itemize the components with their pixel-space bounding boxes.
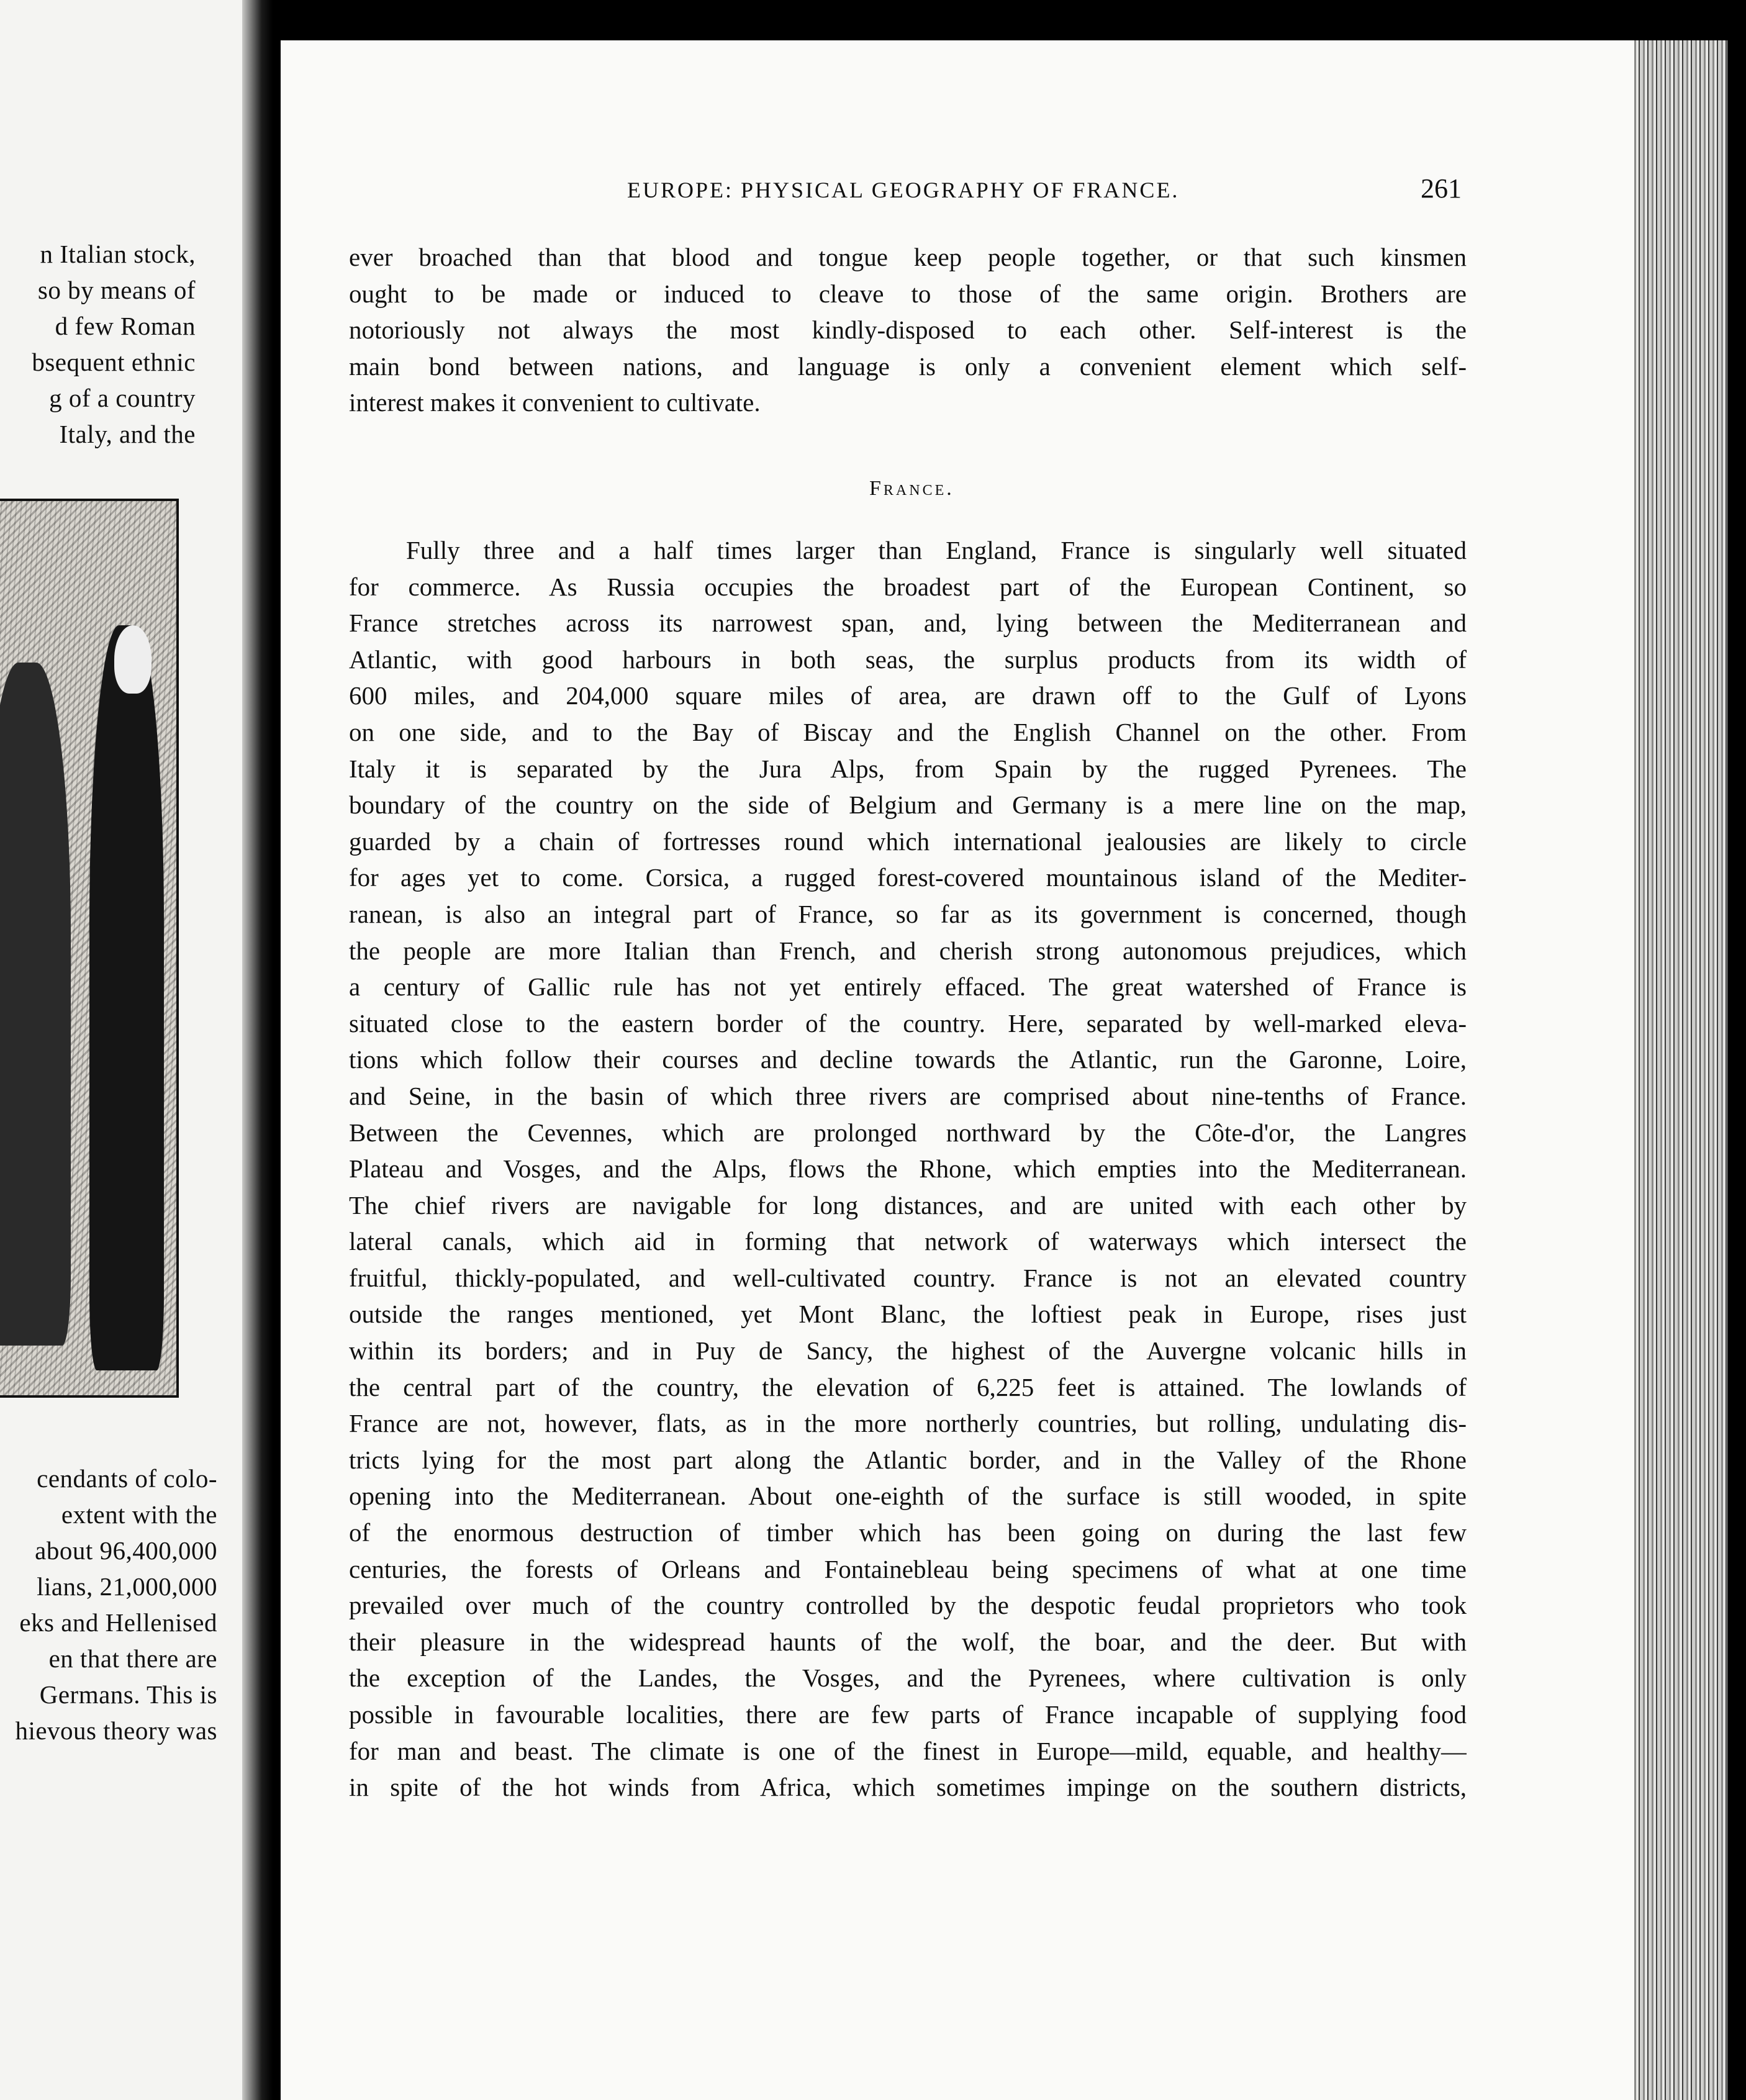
left-page-line: lians, 21,000,000 [37, 1572, 217, 1601]
left-page-line: extent with the [61, 1500, 217, 1529]
illustration-figure [89, 625, 164, 1370]
left-page-line: en that there are [48, 1644, 217, 1673]
text-line: a century of Gallic rule has not yet entirely effaced. The great watershed of France is [349, 972, 1467, 1002]
text-line: France are not, however, flats, as in the more northerly countries, but rolling, undulating dis- [349, 1409, 1467, 1438]
left-page-line: so by means of [37, 276, 196, 304]
text-line: possible in favourable localities, there are few parts of France incapable of supplying food [349, 1700, 1467, 1729]
book-gutter [242, 0, 286, 2100]
left-page-line: bsequent ethnic [32, 348, 196, 376]
left-page-line: about 96,400,000 [35, 1536, 217, 1565]
left-page-line: Germans. This is [39, 1680, 217, 1709]
text-line: the exception of the Landes, the Vosges, and the Pyrenees, where cultivation is only [349, 1663, 1467, 1693]
text-line: for ages yet to come. Corsica, a rugged forest-covered mountainous island of the Mediter- [349, 863, 1467, 892]
text-line: on one side, and to the Bay of Biscay and the English Channel on the other. From [349, 717, 1467, 746]
illustration-headscarf [114, 625, 152, 694]
page-number: 261 [1421, 173, 1462, 204]
text-line: and Seine, in the basin of which three rivers are comprised about nine-tenths of France. [349, 1081, 1467, 1110]
text-line: prevailed over much of the country controlled by the despotic feudal proprietors who took [349, 1591, 1467, 1620]
text-line: Fully three and a half times larger than England, France is singularly well situated [406, 536, 1467, 564]
text-line: guarded by a chain of fortresses round which international jealousies are likely to circle [349, 826, 1467, 856]
background-edge [1727, 0, 1746, 2100]
text-line: fruitful, thickly-populated, and well-cultivated country. France is not an elevated country [349, 1263, 1467, 1292]
text-line: lateral canals, which aid in forming that network of waterways which intersect the [349, 1227, 1467, 1256]
text-line: Between the Cevennes, which are prolonged northward by the Côte-d'or, the Langres [349, 1118, 1467, 1147]
left-page-line: d few Roman [55, 312, 196, 340]
text-line: situated close to the eastern border of the country. Here, separated by well-marked eleva- [349, 1008, 1467, 1038]
text-line: main bond between nations, and language is only a convenient element which self- [349, 351, 1467, 381]
text-line: ever broached than that blood and tongue keep people together, or that such kinsmen [349, 243, 1467, 271]
left-page-line: eks and Hellenised [19, 1608, 217, 1637]
text-line: centuries, the forests of Orleans and Fontainebleau being specimens of what at one time [349, 1554, 1467, 1583]
left-page-line: g of a country [49, 384, 196, 412]
text-line: interest makes it convenient to cultivate. [349, 388, 761, 417]
section-heading: France. [869, 477, 954, 500]
engraving-illustration [0, 499, 179, 1398]
text-line: for man and beast. The climate is one of the finest in Europe—mild, equable, and healthy— [349, 1736, 1467, 1765]
text-line: tricts lying for the most part along the Atlantic border, and in the Valley of the Rhone [349, 1445, 1467, 1474]
text-line: the people are more Italian than French, and cherish strong autonomous prejudices, which [349, 936, 1467, 965]
text-line: for commerce. As Russia occupies the broadest part of the European Continent, so [349, 572, 1467, 601]
text-line: ought to be made or induced to cleave to those of the same origin. Brothers are [349, 279, 1467, 308]
text-line: Italy it is separated by the Jura Alps, from Spain by the rugged Pyrenees. The [349, 754, 1467, 783]
text-line: France stretches across its narrowest span, and, lying between the Mediterranean and [349, 609, 1467, 638]
france-paragraph [349, 532, 1467, 1806]
text-line: ranean, is also an integral part of France, so far as its government is concerned, though [349, 899, 1467, 928]
text-line: boundary of the country on the side of Belgium and Germany is a mere line on the map, [349, 790, 1467, 820]
text-line: opening into the Mediterranean. About one-eighth of the surface is still wooded, in spite [349, 1482, 1467, 1511]
left-page-line: n Italian stock, [40, 240, 196, 268]
left-page-line: hievous theory was [15, 1716, 217, 1745]
left-page-line: Italy, and the [59, 420, 196, 448]
text-line: Plateau and Vosges, and the Alps, flows the Rhone, which empties into the Mediterranean. [349, 1154, 1467, 1184]
illustration-figure [0, 663, 71, 1346]
running-head: EUROPE: PHYSICAL GEOGRAPHY OF FRANCE. [627, 178, 1180, 202]
text-line: Atlantic, with good harbours in both seas, the surplus products from its width of [349, 645, 1467, 674]
text-line: within its borders; and in Puy de Sancy, the highest of the Auvergne volcanic hills in [349, 1336, 1467, 1365]
text-line: their pleasure in the widespread haunts of the wolf, the boar, and the deer. But with [349, 1627, 1467, 1656]
left-page-line: cendants of colo- [37, 1464, 217, 1493]
text-line: the central part of the country, the elevation of 6,225 feet is attained. The lowlands of [349, 1372, 1467, 1401]
text-line: of the enormous destruction of timber which has been going on during the last few [349, 1518, 1467, 1547]
text-line: in spite of the hot winds from Africa, which sometimes impinge on the southern districts, [349, 1773, 1467, 1802]
text-line: tions which follow their courses and decline towards the Atlantic, run the Garonne, Loire, [349, 1045, 1467, 1074]
left-facing-page [0, 0, 251, 2100]
page-edges [1634, 40, 1727, 2100]
text-line: notoriously not always the most kindly-disposed to each other. Self-interest is the [349, 315, 1467, 345]
text-line: The chief rivers are navigable for long distances, and are united with each other by [349, 1190, 1467, 1220]
opening-paragraph [349, 239, 1467, 421]
text-line: outside the ranges mentioned, yet Mont Blanc, the loftiest peak in Europe, rises just [349, 1300, 1467, 1329]
text-line: 600 miles, and 204,000 square miles of area, are drawn off to the Gulf of Lyons [349, 681, 1467, 710]
